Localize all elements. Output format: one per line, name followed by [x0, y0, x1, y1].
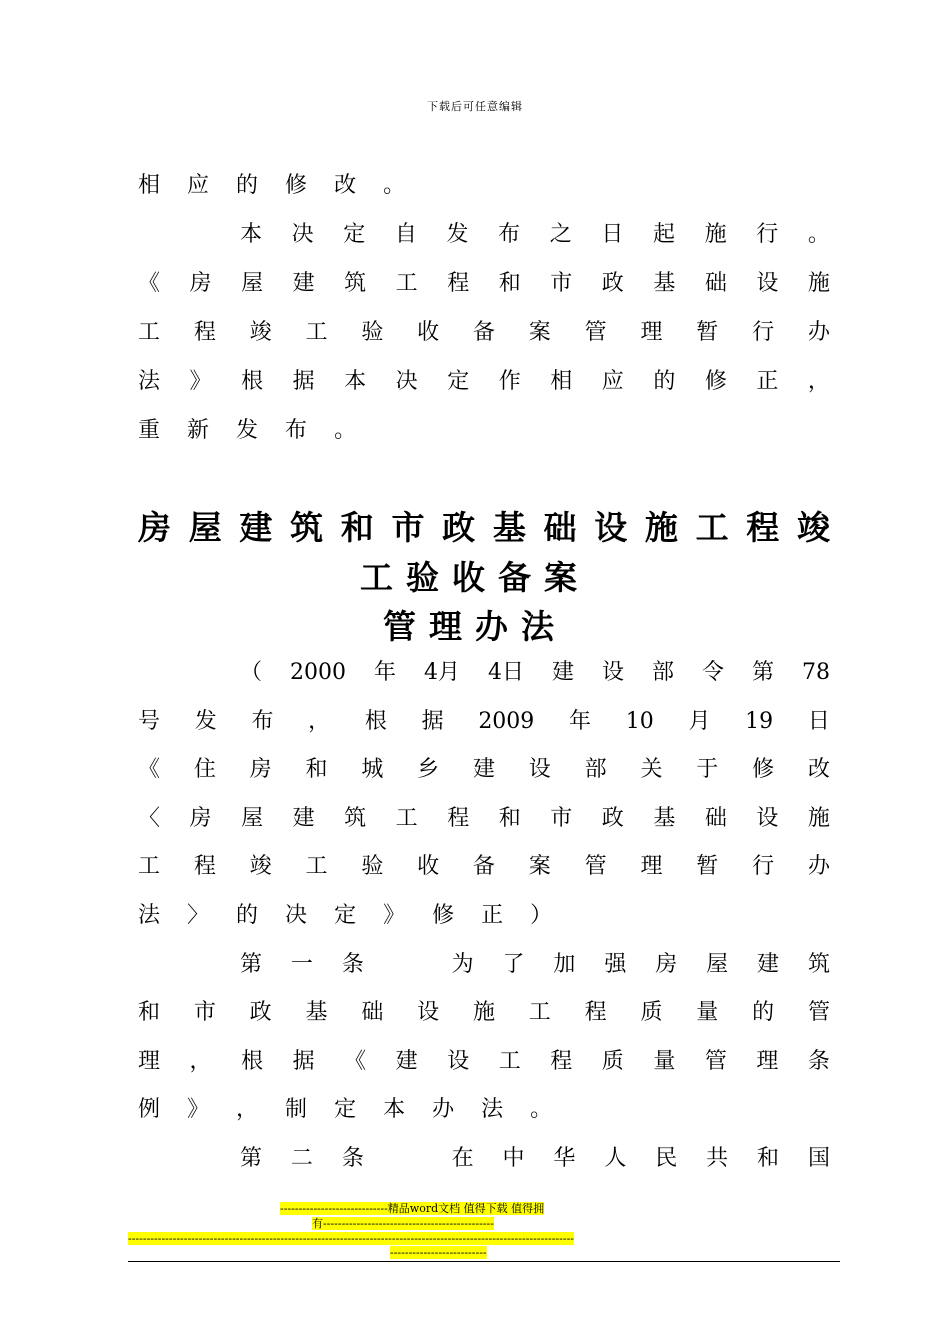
header-note: 下载后可任意编辑	[427, 100, 523, 113]
body-line: 第 二 条 在 中 华 人 民 共 和 国	[240, 1146, 830, 1171]
body-line: （ 2000 年 4月 4日 建 设 部 令 第 78	[240, 660, 830, 685]
previous-section-line: 《 房 屋 建 筑 工 程 和 市 政 基 础 设 施	[138, 271, 830, 296]
footer-rule	[128, 1261, 840, 1262]
body-line: 理 ， 根 据 《 建 设 工 程 质 量 管 理 条	[138, 1048, 830, 1074]
footer-banner-line-4: --------------------------	[390, 1246, 487, 1259]
footer-banner-line-2: 有----------------------------------------------	[312, 1217, 494, 1230]
footer-banner-line-1: -----------------------------精品word文档 值得下载 值得拥	[280, 1202, 545, 1215]
body-line: 〈 房 屋 建 筑 工 程 和 市 政 基 础 设 施	[138, 805, 830, 831]
document-title-line-3: 管理办法	[383, 607, 567, 646]
previous-section-line: 工 程 竣 工 验 收 备 案 管 理 暂 行 办	[138, 320, 830, 345]
body-line: 工 程 竣 工 验 收 备 案 管 理 暂 行 办	[138, 854, 830, 880]
footer-banner-line-3: ------------------------------------------------------------------------------------------------------------------------	[128, 1232, 575, 1245]
previous-section-line: 相 应 的 修 改 。	[138, 173, 406, 198]
previous-section-line: 本 决 定 自 发 布 之 日 起 施 行 。	[240, 222, 830, 247]
body-line: 《 住 房 和 城 乡 建 设 部 关 于 修 改	[138, 757, 830, 783]
body-line: 例 》 ， 制 定 本 办 法 。	[138, 1097, 553, 1123]
previous-section-line: 法 》 根 据 本 决 定 作 相 应 的 修 正 ，	[138, 369, 830, 394]
document-title-line-1: 房 屋 建 筑 和 市 政 基 础 设 施 工 程 竣	[138, 508, 830, 547]
previous-section-line: 重 新 发 布 。	[138, 418, 357, 443]
body-line: 号 发 布 ， 根 据 2009 年 10 月 19 日	[138, 708, 830, 734]
body-line: 和 市 政 基 础 设 施 工 程 质 量 的 管	[138, 1000, 830, 1026]
document-title-line-2: 工验收备案	[360, 558, 590, 597]
body-line: 法 〉 的 决 定 》 修 正 ）	[138, 903, 553, 928]
body-line: 第 一 条 为 了 加 强 房 屋 建 筑	[240, 951, 830, 977]
